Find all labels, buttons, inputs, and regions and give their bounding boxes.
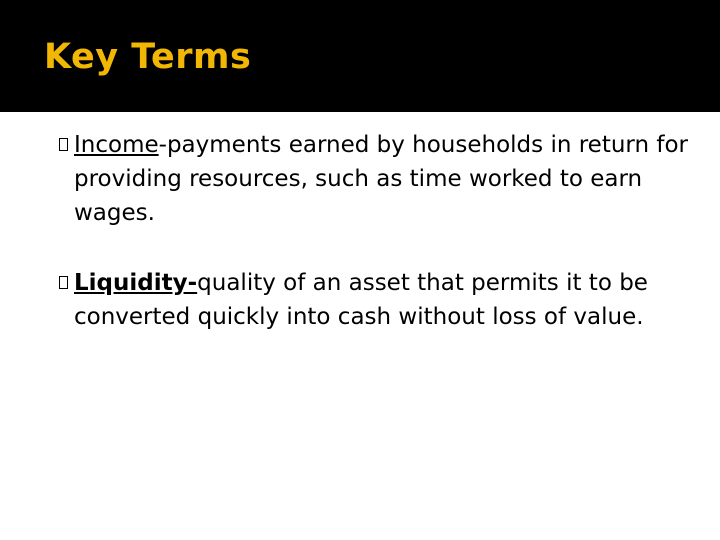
slide-title: Key Terms [44,37,252,77]
term-item-income [74,128,694,230]
slide-content [0,128,720,334]
title-bar [0,0,720,112]
term-liquidity: Liquidity- [74,270,198,296]
term-item-liquidity [74,266,694,334]
definition-liquidity: quality of an asset that permits it to be converted quickly into cash without loss of value. [74,270,648,330]
bullet-icon [59,276,68,289]
term-separator: - [158,132,167,158]
definition-income: payments earned by households in return for providing resources, such as time worked to earn wages. [74,132,688,226]
bullet-icon [59,138,68,151]
term-income: Income [74,132,159,158]
